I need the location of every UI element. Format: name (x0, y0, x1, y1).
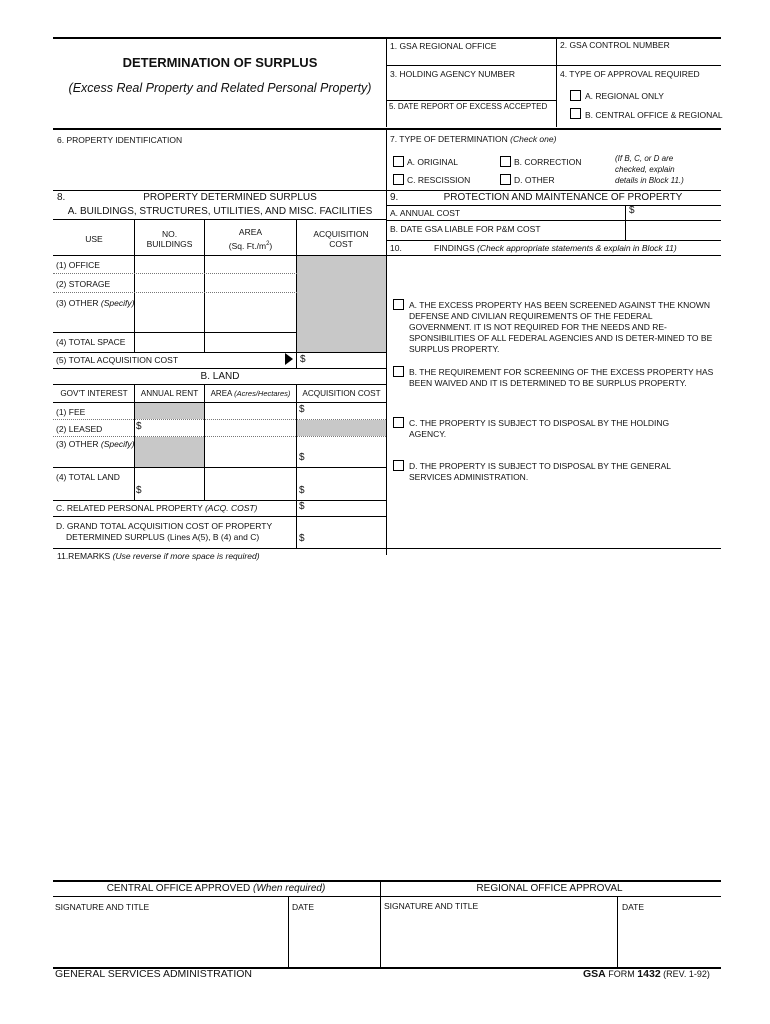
finding-d-text: D. THE PROPERTY IS SUBJECT TO DISPOSAL BY THE GENERAL SERVICES ADMINISTRATION. (409, 461, 671, 482)
correction-checkbox[interactable] (500, 156, 511, 167)
holding-agency-number-label: 3. HOLDING AGENCY NUMBER (390, 69, 516, 79)
fee-rent-shaded (135, 403, 204, 419)
row-office-label: (1) OFFICE (56, 260, 100, 270)
determination-note-3: details in Block 11.) (615, 176, 684, 185)
remarks-label: 11.REMARKS (Use reverse if more space is required) (57, 551, 260, 561)
central-signature-label: SIGNATURE AND TITLE (55, 902, 150, 912)
regional-only-checkbox[interactable] (570, 90, 581, 101)
date-gsa-liable-label: B. DATE GSA LIABLE FOR P&M COST (390, 224, 541, 234)
central-date-label: DATE (292, 902, 315, 912)
type-of-approval-label: 4. TYPE OF APPROVAL REQUIRED (560, 69, 700, 79)
grand-total-dollar: $ (299, 533, 305, 544)
arrow-right-icon (285, 353, 293, 365)
regional-signature-label: SIGNATURE AND TITLE (384, 901, 479, 911)
property-identification-label: 6. PROPERTY IDENTIFICATION (57, 135, 183, 145)
col-acq-header-1: ACQUISITION (313, 229, 369, 239)
form-title: DETERMINATION OF SURPLUS (122, 55, 318, 70)
original-label: A. ORIGINAL (407, 157, 459, 167)
footer-form-number: GSA FORM 1432 (REV. 1-92) (583, 968, 710, 980)
date-report-accepted-label: 5. DATE REPORT OF EXCESS ACCEPTED (389, 102, 548, 111)
row-other-label: (3) OTHER (Specify) (56, 298, 135, 308)
original-checkbox[interactable] (393, 156, 404, 167)
b-col-annual-rent: ANNUAL RENT (140, 389, 199, 398)
grand-total-line-2: DETERMINED SURPLUS (Lines A(5), B (4) and C) (66, 532, 260, 542)
col-area-header-1: AREA (238, 227, 263, 237)
fee-acq-dollar: $ (299, 404, 305, 415)
gsa-regional-office-label: 1. GSA REGIONAL OFFICE (390, 41, 497, 51)
regional-only-label: A. REGIONAL ONLY (585, 91, 664, 101)
col-no-header-1: NO. (161, 229, 178, 239)
acquisition-shaded-area (297, 256, 386, 352)
finding-a-checkbox[interactable] (393, 299, 404, 310)
findings-title: FINDINGS (Check appropriate statements & explain in Block 11) (434, 243, 677, 253)
central-regional-label: B. CENTRAL OFFICE & REGIONAL (585, 110, 723, 120)
leased-rent-dollar: $ (136, 421, 142, 432)
section-b-title: B. LAND (200, 371, 240, 382)
b-col-acq-cost: ACQUISITION COST (302, 389, 381, 398)
col-no-header-2: BUILDINGS (146, 239, 193, 249)
finding-a-text: A. THE EXCESS PROPERTY HAS BEEN SCREENED AGAINST THE KNOWN DEFENSE AND CIVILIAN REQUIREMENTS OF THE FEDERAL GOVERNMENT. IT IS NOT REQUIRED FOR THE NEEDS AND RE-SPONSIBILITIES OF ALL FEDERAL AGENCIES AND IS DETER-MINED TO BE SURPLUS PROPERTY. (409, 300, 713, 354)
determination-note-2: checked, explain (615, 165, 675, 174)
rescission-checkbox[interactable] (393, 174, 404, 185)
total-land-rent-dollar: $ (136, 485, 142, 496)
footer-agency: GENERAL SERVICES ADMINISTRATION (55, 968, 253, 980)
finding-b-checkbox[interactable] (393, 366, 404, 377)
row-total-space-label: (4) TOTAL SPACE (56, 337, 126, 347)
col-use-header: USE (85, 234, 103, 244)
annual-cost-dollar: $ (629, 205, 635, 216)
other-acq-dollar: $ (299, 452, 305, 463)
block9-title: PROTECTION AND MAINTENANCE OF PROPERTY (443, 192, 683, 203)
section-a-title: A. BUILDINGS, STRUCTURES, UTILITIES, AND MISC. FACILITIES (67, 206, 373, 217)
finding-d-checkbox[interactable] (393, 460, 404, 471)
block9-number: 9. (390, 192, 399, 203)
other-label: D. OTHER (514, 175, 555, 185)
b-col-govt-interest: GOV'T INTEREST (60, 389, 128, 398)
total-acq-cost-dollar: $ (300, 354, 306, 365)
finding-b-text: B. THE REQUIREMENT FOR SCREENING OF THE EXCESS PROPERTY HAS BEEN WAIVED AND IT IS DETERMINED TO BE SURPLUS PROPERTY. (409, 367, 714, 388)
grand-total-line-1: D. GRAND TOTAL ACQUISITION COST OF PROPERTY (56, 521, 273, 531)
b-row-total-land-label: (4) TOTAL LAND (56, 472, 120, 482)
type-of-determination-label: 7. TYPE OF DETERMINATION (Check one) (390, 134, 557, 144)
annual-cost-label: A. ANNUAL COST (390, 208, 461, 218)
related-personal-dollar: $ (299, 501, 305, 512)
rescission-label: C. RESCISSION (407, 175, 471, 185)
total-land-acq-dollar: $ (299, 485, 305, 496)
b-row-fee-label: (1) FEE (56, 407, 86, 417)
regional-date-label: DATE (622, 902, 645, 912)
finding-c-text: C. THE PROPERTY IS SUBJECT TO DISPOSAL BY THE HOLDING AGENCY. (409, 418, 670, 439)
b-row-leased-label: (2) LEASED (56, 424, 103, 434)
regional-office-approval-label: REGIONAL OFFICE APPROVAL (476, 883, 623, 894)
block8-title: PROPERTY DETERMINED SURPLUS (143, 192, 317, 203)
col-area-header-2: (Sq. $Ft./m^2$) (228, 240, 273, 251)
central-office-approved-label: CENTRAL OFFICE APPROVED (When required) (106, 883, 326, 894)
finding-c-checkbox[interactable] (393, 417, 404, 428)
block10-number: 10. (390, 243, 402, 253)
b-row-other-label: (3) OTHER (Specify) (56, 439, 135, 449)
other-checkbox[interactable] (500, 174, 511, 185)
related-personal-property-label: C. RELATED PERSONAL PROPERTY (ACQ. COST) (56, 503, 258, 513)
central-regional-checkbox[interactable] (570, 108, 581, 119)
gsa-control-number-label: 2. GSA CONTROL NUMBER (560, 40, 670, 50)
form-subtitle: (Excess Real Property and Related Personal Property) (68, 81, 372, 95)
block8-number: 8. (57, 192, 66, 203)
determination-note-1: (If B, C, or D are (615, 154, 674, 163)
row-total-acq-cost-label: (5) TOTAL ACQUISITION COST (56, 355, 179, 365)
leased-acq-shaded (297, 420, 386, 436)
b-col-area: AREA (Acres/Hectares) (210, 389, 291, 398)
correction-label: B. CORRECTION (514, 157, 582, 167)
row-storage-label: (2) STORAGE (56, 279, 111, 289)
other-rent-shaded (135, 437, 204, 467)
col-acq-header-2: COST (329, 239, 353, 249)
